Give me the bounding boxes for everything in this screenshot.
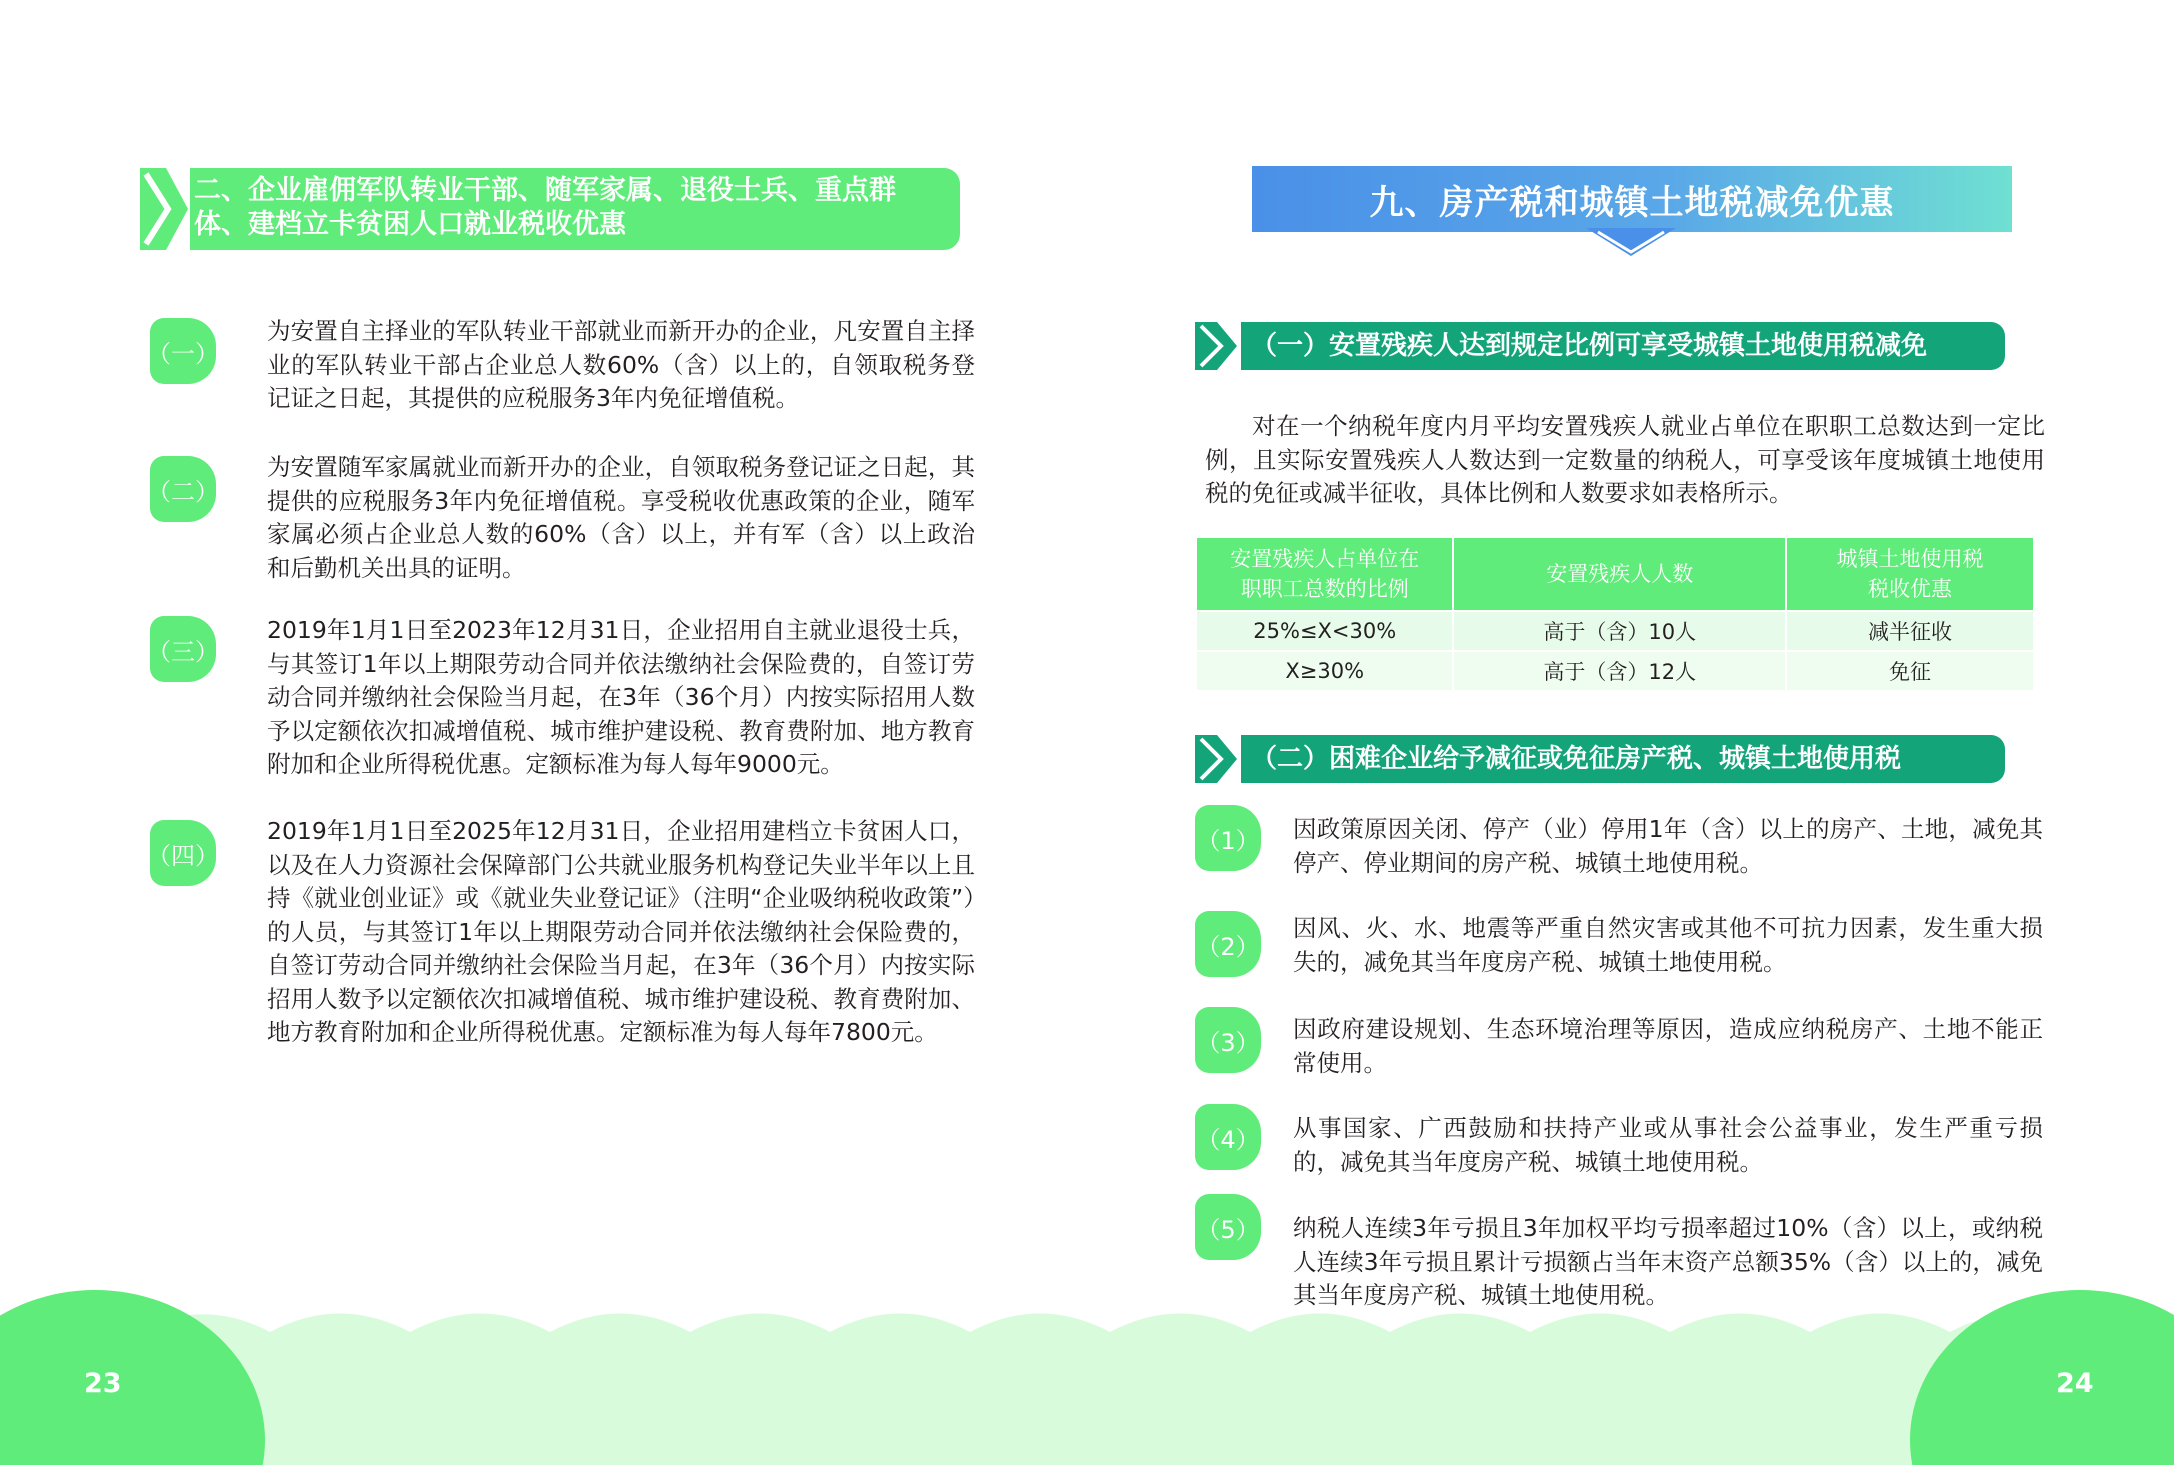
subsection-title-2: （二）困难企业给予减征或免征房产税、城镇土地使用税: [1251, 744, 1902, 774]
item-badge-r1: （1）: [1195, 805, 1261, 871]
subsection-title-1: （一）安置残疾人达到规定比例可享受城镇土地使用税减免: [1251, 331, 1928, 361]
item-badge-4: （四）: [150, 820, 216, 886]
page-number-left: 23: [84, 1368, 122, 1399]
section-title: [194, 174, 940, 242]
table-cell: X≥30%: [1196, 651, 1453, 691]
subsection-banner-1: [1195, 322, 2005, 370]
table-header-ratio: 安置残疾人占单位在 职职工总数的比例: [1196, 537, 1453, 611]
table-header-count: 安置残疾人人数: [1453, 537, 1786, 611]
item-text-r1: 因政策原因关闭、停产（业）停用1年（含）以上的房产、土地，减免其停产、停业期间的房产税、城镇土地使用税。: [1293, 815, 2043, 877]
item-text-r4: 从事国家、广西鼓励和扶持产业或从事社会公益事业，发生严重亏损的，减免其当年度房产税、城镇土地使用税。: [1293, 1114, 2043, 1176]
intro-paragraph: 对在一个纳税年度内月平均安置残疾人就业占单位在职职工总数达到一定比例，且实际安置残疾人人数达到一定数量的纳税人，可享受该年度城镇土地使用税的免征或减半征收，具体比例和人数要求如表格所示。: [1205, 412, 2045, 507]
item-badge-1: （一）: [150, 318, 216, 384]
table-cell: 25%≤X<30%: [1196, 611, 1453, 651]
footer-wave-decoration: [0, 1290, 2174, 1465]
item-badge-r3: （3）: [1195, 1007, 1261, 1073]
item-text-r2: 因风、火、水、地震等严重自然灾害或其他不可抗力因素，发生重大损失的，减免其当年度房产税、城镇土地使用税。: [1293, 914, 2043, 976]
item-badge-2: （二）: [150, 456, 216, 522]
page-number-right: 24: [2056, 1368, 2094, 1399]
table-cell: 高于（含）10人: [1453, 611, 1786, 651]
item-text-4: 2019年1月1日至2025年12月31日，企业招用建档立卡贫困人口，以及在人力资源社会保障部门公共就业服务机构登记失业半年以上且持《就业创业证》或《就业失业登记证》（注明“企业吸纳税收政策”）的人员，与其签订1年以上期限劳动合同并依法缴纳社会保险费的，自签订劳动合同并缴纳社会保险当月起，在3年（36个月）内按实际招用人数予以定额依次扣减增值税、城市维护建设税、教育费附加、地方教育附加和企业所得税优惠。定额标准为每人每年7800元。: [267, 817, 975, 1046]
item-text-2: 为安置随军家属就业而新开办的企业，自领取税务登记证之日起，其提供的应税服务3年内免征增值税。享受税收优惠政策的企业，随军家属必须占企业总人数的60%（含）以上，并有军（含）以上政治和后勤机关出具的证明。: [267, 453, 975, 582]
table-cell: 高于（含）12人: [1453, 651, 1786, 691]
table-row: [1196, 651, 2034, 691]
subsection-banner-2: [1195, 735, 2005, 783]
section-banner-employment: [140, 168, 960, 250]
chevron-arrow-icon: [1195, 322, 1241, 370]
item-text-r5: 纳税人连续3年亏损且3年加权平均亏损率超过10%（含）以上，或纳税人连续3年亏损且累计亏损额占当年末资产总额35%（含）以上的，减免其当年度房产税、城镇土地使用税。: [1293, 1214, 2043, 1309]
disability-ratio-table: [1195, 536, 2035, 692]
item-text-3: 2019年1月1日至2023年12月31日，企业招用自主就业退役士兵，与其签订1年以上期限劳动合同并依法缴纳社会保险费的，自签订劳动合同并缴纳社会保险当月起，在3年（36个月）内按实际招用人数予以定额依次扣减增值税、城市维护建设税、教育费附加、地方教育附加和企业所得税优惠。定额标准为每人每年9000元。: [267, 616, 975, 778]
item-text-r3: 因政府建设规划、生态环境治理等原因，造成应纳税房产、土地不能正常使用。: [1293, 1015, 2043, 1077]
page-title: 九、房产税和城镇土地税减免优惠: [1252, 166, 2012, 232]
item-badge-3: （三）: [150, 616, 216, 682]
item-badge-r5: （5）: [1195, 1194, 1261, 1260]
chevron-arrow-icon: [1195, 735, 1241, 783]
table-cell: 免征: [1786, 651, 2034, 691]
item-badge-r2: （2）: [1195, 911, 1261, 977]
chevron-arrow-icon: [140, 168, 190, 250]
table-cell: 减半征收: [1786, 611, 2034, 651]
item-badge-r4: （4）: [1195, 1104, 1261, 1170]
section-title-line2: 体、建档立卡贫困人口就业税收优惠: [194, 209, 626, 240]
section-title-line1: 二、企业雇佣军队转业干部、随军家属、退役士兵、重点群: [194, 175, 896, 206]
item-text-1: 为安置自主择业的军队转业干部就业而新开办的企业，凡安置自主择业的军队转业干部占企业总人数60%（含）以上的，自领取税务登记证之日起，其提供的应税服务3年内免征增值税。: [267, 317, 975, 412]
table-row: [1196, 611, 2034, 651]
table-header-benefit: 城镇土地使用税 税收优惠: [1786, 537, 2034, 611]
title-pointer-icon: [1586, 228, 1676, 258]
